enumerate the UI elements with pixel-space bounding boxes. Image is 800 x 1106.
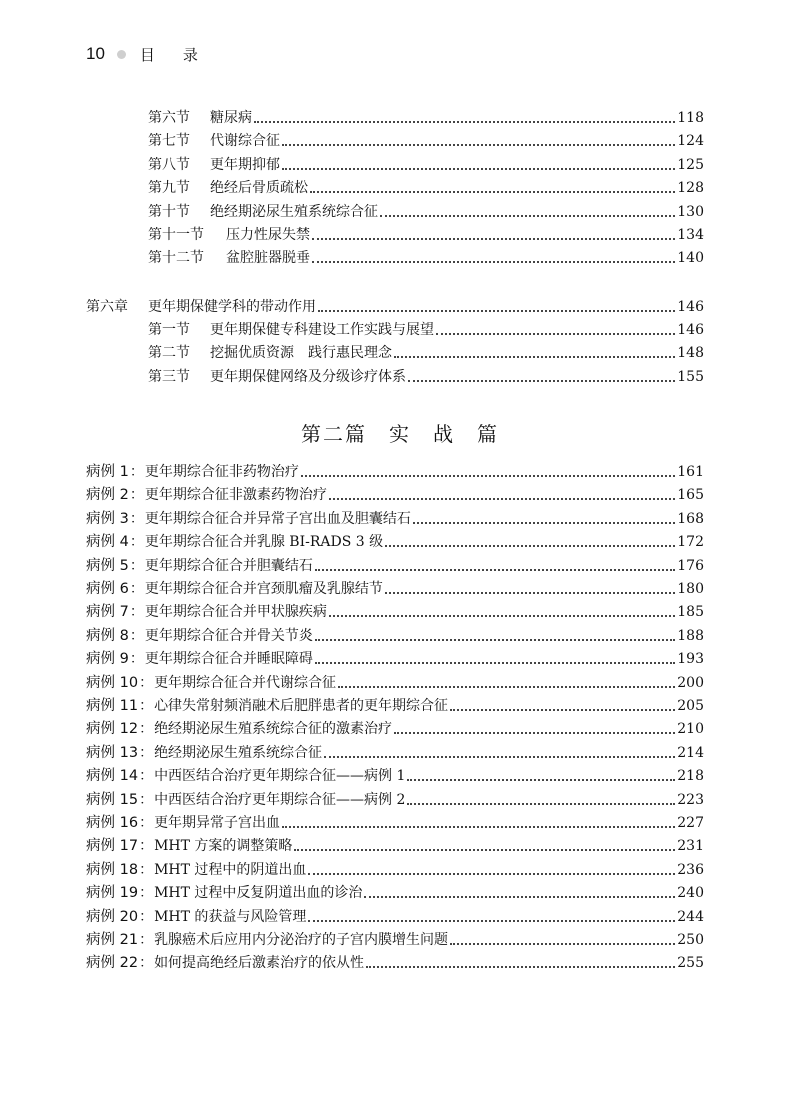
section-label: 第六节 bbox=[148, 110, 190, 126]
page-ref: 118 bbox=[677, 110, 704, 126]
toc-case-row bbox=[86, 509, 704, 529]
dot-leader bbox=[385, 592, 675, 594]
dot-leader bbox=[413, 522, 675, 524]
case-colon: ： bbox=[139, 861, 154, 878]
dot-leader bbox=[312, 261, 675, 263]
case-colon: ： bbox=[129, 604, 144, 621]
page-ref: 176 bbox=[677, 557, 704, 574]
page-ref: 200 bbox=[677, 674, 704, 691]
dot-leader bbox=[254, 121, 675, 123]
case-colon: ： bbox=[139, 698, 154, 714]
case-label: 病例 15 bbox=[86, 791, 139, 808]
case-title: 更年期异常子宫出血 bbox=[154, 815, 281, 831]
dot-leader bbox=[301, 475, 675, 477]
case-title: MHT 过程中的阴道出血 bbox=[154, 861, 307, 878]
case-colon: ： bbox=[139, 955, 154, 972]
toc-case-row bbox=[86, 579, 704, 599]
toc-case-row bbox=[86, 602, 704, 622]
case-colon: ： bbox=[129, 487, 144, 504]
toc-case-row bbox=[86, 719, 704, 739]
toc-case-row bbox=[86, 813, 704, 833]
toc-section-row bbox=[148, 225, 704, 245]
page-ref: 231 bbox=[677, 838, 704, 855]
case-colon: ： bbox=[129, 557, 144, 574]
toc-case-row bbox=[86, 766, 704, 786]
case-label: 病例 21 bbox=[86, 932, 139, 948]
case-title: 绝经期泌尿生殖系统综合征的激素治疗 bbox=[154, 721, 393, 738]
case-label: 病例 6 bbox=[86, 581, 129, 597]
section-label: 第三节 bbox=[148, 368, 190, 385]
toc-case-row bbox=[86, 930, 704, 950]
case-colon: ： bbox=[139, 932, 154, 948]
page-ref: 155 bbox=[677, 368, 704, 385]
dot-leader bbox=[315, 639, 675, 641]
case-label: 病例 3 bbox=[86, 510, 129, 527]
case-title: MHT 过程中反复阴道出血的诊治 bbox=[154, 885, 363, 902]
case-label: 病例 2 bbox=[86, 487, 129, 504]
section-label: 第一节 bbox=[148, 322, 190, 338]
dot-leader bbox=[364, 896, 675, 898]
section-label: 第十节 bbox=[148, 203, 190, 220]
dot-leader bbox=[385, 545, 675, 547]
page-ref: 148 bbox=[677, 345, 704, 362]
case-label: 病例 13 bbox=[86, 744, 139, 761]
dot-leader bbox=[318, 310, 675, 312]
toc-section-row bbox=[148, 367, 704, 387]
case-colon: ： bbox=[139, 838, 154, 855]
case-colon: ： bbox=[129, 651, 144, 668]
case-label: 病例 5 bbox=[86, 557, 129, 574]
toc-case-row bbox=[86, 532, 704, 552]
toc-case-row bbox=[86, 860, 704, 880]
page-ref: 193 bbox=[677, 651, 704, 668]
page-ref: 255 bbox=[677, 955, 704, 972]
page-ref: 146 bbox=[677, 322, 704, 338]
chapter-title: 更年期保健学科的带动作用 bbox=[148, 299, 316, 315]
case-colon: ： bbox=[139, 815, 154, 831]
case-label: 病例 19 bbox=[86, 885, 139, 902]
case-colon: ： bbox=[139, 791, 154, 808]
toc-case-row bbox=[86, 649, 704, 669]
case-colon: ： bbox=[129, 534, 144, 551]
page-ref: 236 bbox=[677, 861, 704, 878]
dot-leader bbox=[282, 168, 675, 170]
chapter-label: 第六章 bbox=[86, 299, 128, 315]
case-label: 病例 1 bbox=[86, 464, 129, 480]
section-title: 更年期保健网络及分级诊疗体系 bbox=[210, 368, 406, 385]
section-label: 第二节 bbox=[148, 345, 190, 362]
page-ref: 185 bbox=[677, 604, 704, 621]
dot-leader bbox=[310, 191, 675, 193]
case-title: 更年期综合征合并骨关节炎 bbox=[144, 627, 313, 644]
case-label: 病例 9 bbox=[86, 651, 129, 668]
case-label: 病例 7 bbox=[86, 604, 129, 621]
case-colon: ： bbox=[139, 721, 154, 738]
dot-leader bbox=[282, 826, 675, 828]
toc-section-row bbox=[148, 320, 704, 340]
page-ref: 218 bbox=[677, 768, 704, 785]
toc-section-row bbox=[148, 178, 704, 198]
case-title: 更年期综合征合并代谢综合征 bbox=[154, 674, 337, 691]
dot-leader bbox=[308, 920, 675, 922]
case-title: 更年期综合征合并乳腺 BI-RADS 3 级 bbox=[144, 534, 384, 551]
section-title: 代谢综合征 bbox=[210, 133, 280, 150]
toc-case-row bbox=[86, 883, 704, 903]
page-ref: 161 bbox=[677, 464, 704, 480]
page-ref: 205 bbox=[677, 698, 704, 714]
page-ref: 240 bbox=[677, 885, 704, 902]
case-colon: ： bbox=[139, 768, 154, 785]
case-label: 病例 17 bbox=[86, 838, 139, 855]
toc-case-row bbox=[86, 836, 704, 856]
case-label: 病例 18 bbox=[86, 861, 139, 878]
case-colon: ： bbox=[139, 674, 154, 691]
page-number: 10 bbox=[86, 44, 105, 63]
case-label: 病例 10 bbox=[86, 674, 139, 691]
page-ref: 128 bbox=[677, 180, 704, 197]
toc-case-row bbox=[86, 696, 704, 716]
page-ref: 210 bbox=[677, 721, 704, 738]
case-title: 更年期综合征合并甲状腺疾病 bbox=[144, 604, 327, 621]
dot-leader bbox=[338, 686, 675, 688]
section-label: 第九节 bbox=[148, 180, 190, 197]
page-ref: 214 bbox=[677, 744, 704, 761]
case-title: 中西医结合治疗更年期综合征——病例 1 bbox=[154, 768, 406, 785]
page-ref: 130 bbox=[677, 203, 704, 220]
dot-leader bbox=[308, 873, 675, 875]
toc-case-row bbox=[86, 673, 704, 693]
case-colon: ： bbox=[129, 464, 144, 480]
section-title: 更年期保健专科建设工作实践与展望 bbox=[210, 322, 434, 338]
dot-leader bbox=[294, 849, 675, 851]
section-label: 第十二节 bbox=[148, 250, 204, 267]
toc-section-row bbox=[148, 248, 704, 268]
toc-section-row bbox=[148, 155, 704, 175]
page-ref: 140 bbox=[677, 250, 704, 267]
toc-section-row bbox=[148, 343, 704, 363]
case-colon: ： bbox=[129, 510, 144, 527]
toc-case-row bbox=[86, 485, 704, 505]
case-title: 更年期综合征合并异常子宫出血及胆囊结石 bbox=[144, 510, 411, 527]
case-title: 更年期综合征非药物治疗 bbox=[144, 464, 299, 480]
section-label: 第七节 bbox=[148, 133, 190, 150]
case-title: 更年期综合征合并宫颈肌瘤及乳腺结节 bbox=[144, 581, 383, 597]
toc-section-row bbox=[148, 108, 704, 128]
page-header bbox=[86, 42, 226, 66]
case-colon: ： bbox=[129, 581, 144, 597]
toc-case-row bbox=[86, 626, 704, 646]
case-colon: ： bbox=[139, 744, 154, 761]
toc-case-row bbox=[86, 556, 704, 576]
dot-leader bbox=[315, 662, 675, 664]
toc-case-row bbox=[86, 907, 704, 927]
case-colon: ： bbox=[139, 908, 154, 925]
case-title: 如何提高绝经后激素治疗的依从性 bbox=[154, 955, 365, 972]
toc-chapter-row bbox=[86, 297, 704, 317]
case-title: 中西医结合治疗更年期综合征——病例 2 bbox=[154, 791, 406, 808]
page-ref: 168 bbox=[677, 510, 704, 527]
case-label: 病例 12 bbox=[86, 721, 139, 738]
dot-leader bbox=[380, 215, 675, 217]
toc-section-row bbox=[148, 202, 704, 222]
dot-leader bbox=[282, 144, 675, 146]
page-ref: 180 bbox=[677, 581, 704, 597]
case-label: 病例 20 bbox=[86, 908, 139, 925]
case-title: 乳腺癌术后应用内分泌治疗的子宫内膜增生问题 bbox=[154, 932, 449, 948]
section-label: 第八节 bbox=[148, 156, 190, 173]
case-label: 病例 11 bbox=[86, 698, 139, 714]
page-ref: 223 bbox=[677, 791, 704, 808]
dot-leader bbox=[394, 356, 675, 358]
case-title: 更年期综合征合并睡眠障碍 bbox=[144, 651, 313, 668]
case-label: 病例 8 bbox=[86, 627, 129, 644]
page-ref: 124 bbox=[677, 133, 704, 150]
page-ref: 134 bbox=[677, 227, 704, 243]
case-colon: ： bbox=[139, 885, 154, 902]
dot-leader bbox=[394, 732, 675, 734]
page-ref: 172 bbox=[677, 534, 704, 551]
dot-leader bbox=[436, 333, 675, 335]
toc-case-row bbox=[86, 790, 704, 810]
toc-case-row bbox=[86, 462, 704, 482]
dot-leader bbox=[450, 709, 675, 711]
case-title: 心律失常射频消融术后肥胖患者的更年期综合征 bbox=[154, 698, 449, 714]
section-title: 绝经期泌尿生殖系统综合征 bbox=[210, 203, 378, 220]
dot-leader bbox=[329, 498, 675, 500]
dot-leader bbox=[329, 615, 675, 617]
case-label: 病例 14 bbox=[86, 768, 139, 785]
case-title: 更年期综合征合并胆囊结石 bbox=[144, 557, 313, 574]
dot-leader bbox=[315, 569, 675, 571]
section-title: 挖掘优质资源 践行惠民理念 bbox=[210, 345, 392, 362]
header-dot-icon bbox=[117, 50, 126, 59]
section-title: 压力性尿失禁 bbox=[226, 227, 310, 243]
dot-leader bbox=[450, 943, 675, 945]
dot-leader bbox=[366, 966, 675, 968]
page-ref: 244 bbox=[677, 908, 704, 925]
toc-section-row bbox=[148, 131, 704, 151]
case-label: 病例 16 bbox=[86, 815, 139, 831]
case-label: 病例 22 bbox=[86, 955, 139, 972]
page-ref: 146 bbox=[677, 299, 704, 315]
case-label: 病例 4 bbox=[86, 534, 129, 551]
section-title: 盆腔脏器脱垂 bbox=[226, 250, 310, 267]
page-ref: 250 bbox=[677, 932, 704, 948]
page-ref: 188 bbox=[677, 627, 704, 644]
dot-leader bbox=[324, 756, 675, 758]
case-title: 更年期综合征非激素药物治疗 bbox=[144, 487, 327, 504]
part-two-title: 第二篇 实 战 篇 bbox=[301, 422, 499, 446]
section-title: 更年期抑郁 bbox=[210, 156, 280, 173]
case-colon: ： bbox=[129, 627, 144, 644]
section-label: 第十一节 bbox=[148, 227, 204, 243]
case-title: 绝经期泌尿生殖系统综合征 bbox=[154, 744, 323, 761]
case-title: MHT 的获益与风险管理 bbox=[154, 908, 307, 925]
section-title: 绝经后骨质疏松 bbox=[210, 180, 308, 197]
toc-case-row bbox=[86, 743, 704, 763]
page-ref: 227 bbox=[677, 815, 704, 831]
header-section-title: 目录 bbox=[139, 45, 226, 64]
section-title: 糖尿病 bbox=[210, 110, 252, 126]
toc-case-row bbox=[86, 953, 704, 973]
dot-leader bbox=[312, 238, 675, 240]
page-ref: 125 bbox=[677, 156, 704, 173]
dot-leader bbox=[407, 803, 675, 805]
case-title: MHT 方案的调整策略 bbox=[154, 838, 293, 855]
dot-leader bbox=[408, 380, 675, 382]
page-ref: 165 bbox=[677, 487, 704, 504]
dot-leader bbox=[407, 779, 675, 781]
